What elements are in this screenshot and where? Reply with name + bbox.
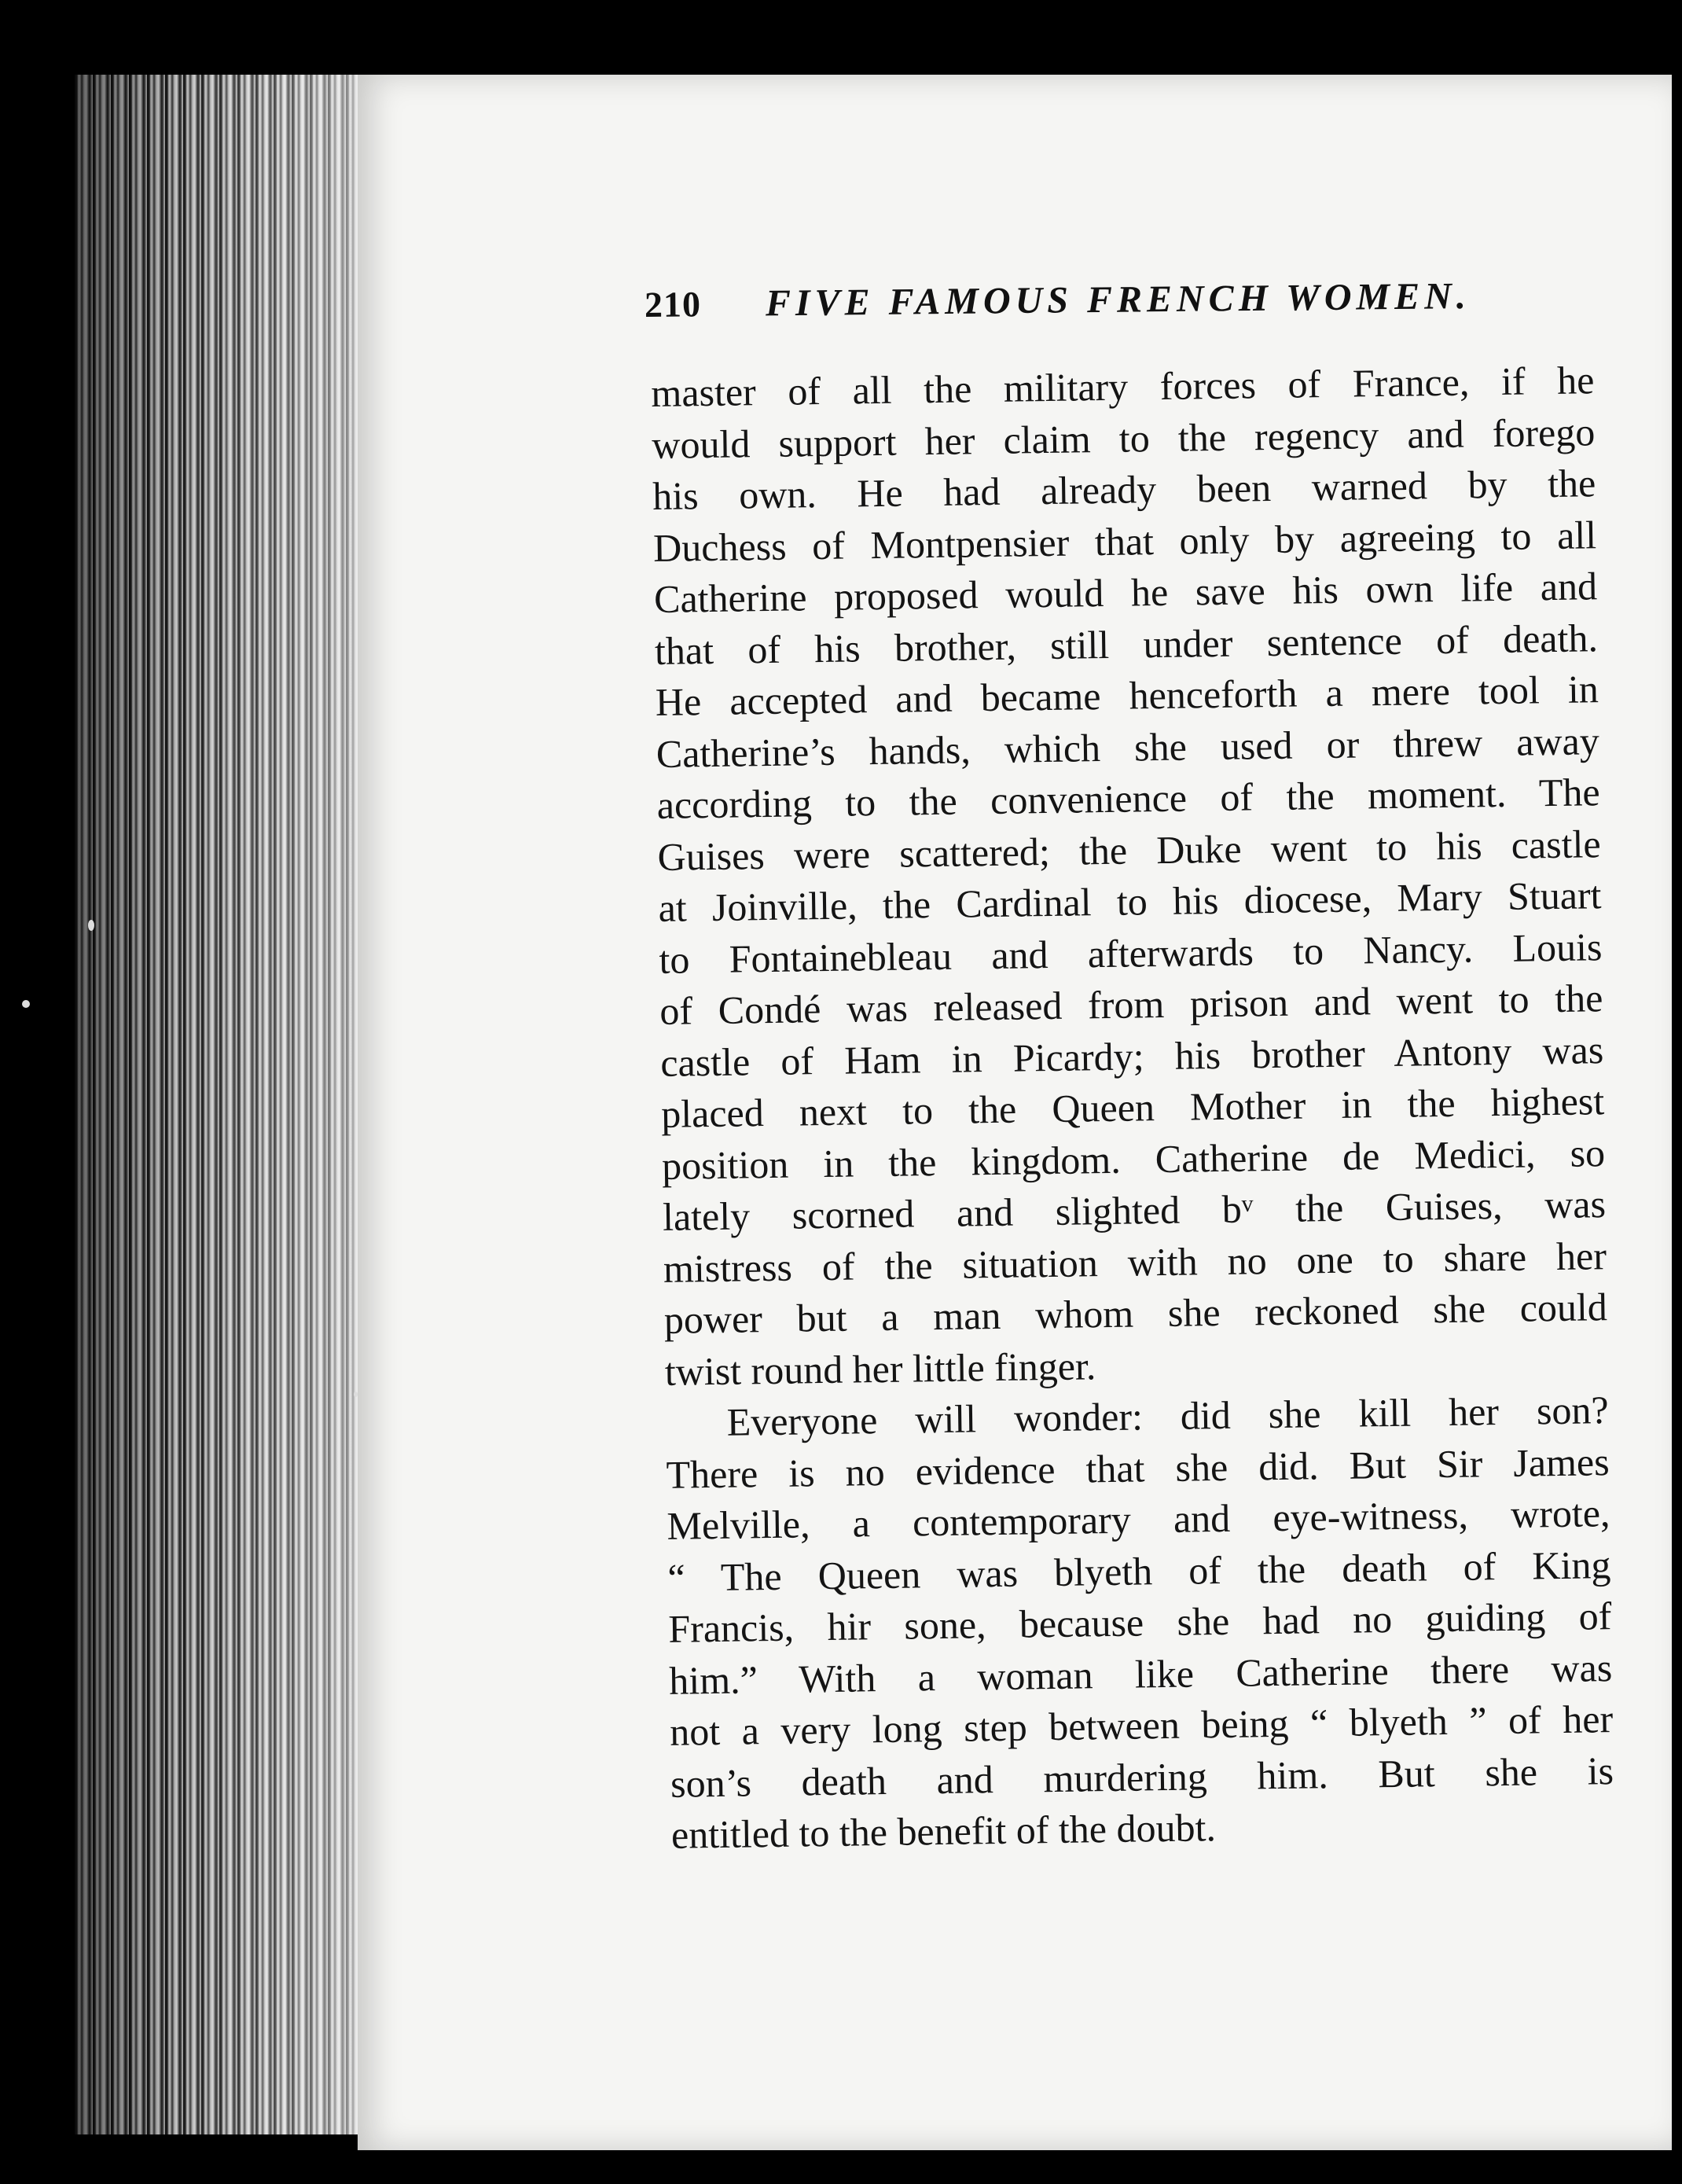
scan-speck bbox=[88, 920, 94, 931]
text-line: entitled to the benefit of the doubt. bbox=[670, 1805, 1217, 1857]
text-line: Guises were scattered; the Duke went to his castle bbox=[657, 821, 1601, 879]
text-line: “ The Queen was blyeth of the death of King bbox=[667, 1542, 1611, 1600]
text-line: at Joinville, the Cardinal to his diocese, Mary Stuart bbox=[658, 873, 1602, 930]
text-line: son’s death and murdering him. But she is bbox=[670, 1748, 1614, 1806]
text-line: his own. He had already been warned by the bbox=[652, 461, 1596, 518]
text-line: He accepted and became henceforth a mere tool in bbox=[655, 667, 1599, 724]
text-line: according to the convenience of the moment. The bbox=[656, 770, 1601, 827]
text-line: Catherine’s hands, which she used or threw away bbox=[656, 718, 1600, 776]
text-line: position in the kingdom. Catherine de Medici, so bbox=[661, 1130, 1606, 1188]
text-line: lately scorned and slighted bᵛ the Guises, was bbox=[662, 1182, 1607, 1239]
text-line: that of his brother, still under sentence of death. bbox=[654, 615, 1599, 673]
book-page-edges bbox=[75, 75, 365, 2134]
body-text bbox=[651, 355, 1614, 1861]
text-line: mistress of the situation with no one to share her bbox=[663, 1233, 1607, 1291]
text-line: Catherine proposed would he save his own life and bbox=[653, 564, 1598, 621]
page-number: 210 bbox=[644, 284, 702, 325]
text-line: would support her claim to the regency and forego bbox=[651, 409, 1596, 467]
text-line: castle of Ham in Picardy; his brother Antony was bbox=[659, 1027, 1604, 1085]
text-line: to Fontainebleau and afterwards to Nancy. Louis bbox=[659, 924, 1603, 982]
text-line: twist round her little finger. bbox=[664, 1343, 1096, 1394]
text-line: Everyone will wonder: did she kill her son? bbox=[726, 1388, 1610, 1444]
running-title: FIVE FAMOUS FRENCH WOMEN. bbox=[765, 274, 1471, 325]
running-header bbox=[645, 274, 1478, 338]
paragraph-2 bbox=[665, 1384, 1614, 1861]
text-line: There is no evidence that she did. But Sir James bbox=[666, 1439, 1610, 1497]
paragraph-1 bbox=[651, 355, 1608, 1398]
text-line: placed next to the Queen Mother in the highest bbox=[660, 1079, 1605, 1136]
text-line: Duchess of Montpensier that only by agreeing to all bbox=[652, 512, 1597, 570]
text-line: not a very long step between being “ blyeth ” of her bbox=[669, 1697, 1614, 1754]
text-line: master of all the military forces of France, if he bbox=[651, 358, 1595, 415]
text-line: of Condé was released from prison and went to the bbox=[659, 976, 1603, 1033]
text-line: Melville, a contemporary and eye-witness, wrote, bbox=[667, 1491, 1610, 1548]
scan-speck bbox=[22, 1000, 30, 1008]
text-line: Francis, hir sone, because she had no guiding of bbox=[668, 1594, 1612, 1651]
text-line: power but a man whom she reckoned she could bbox=[663, 1285, 1608, 1342]
text-line: him.” With a woman like Catherine there was bbox=[668, 1645, 1613, 1703]
